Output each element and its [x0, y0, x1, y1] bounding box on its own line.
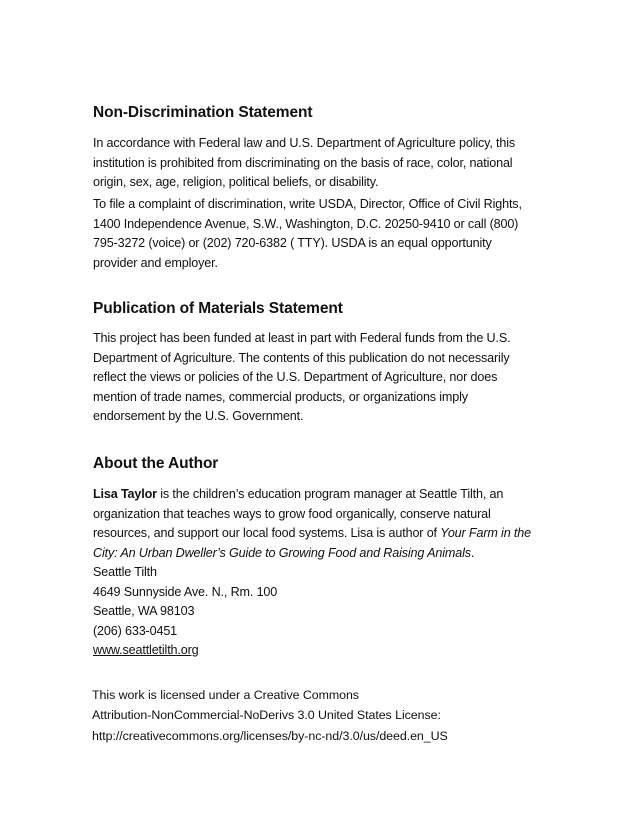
author-bio-paragraph: [93, 485, 563, 563]
non-discrimination-heading: Non-Discrimination Statement: [93, 104, 313, 121]
license-notice: [92, 685, 448, 746]
author-name: Lisa Taylor: [93, 487, 157, 501]
text-line: mention of trade names, commercial products, or organizations imply: [93, 389, 468, 404]
about-author-heading: About the Author: [93, 455, 219, 472]
text-line: Department of Agriculture. The contents of this publication do not necessarily: [93, 350, 510, 365]
author-address-block: [93, 563, 563, 661]
book-title: Your Farm in the: [440, 526, 531, 541]
text-line: origin, sex, age, religion, political beliefs, or disability.: [93, 175, 379, 190]
text-line: This project has been funded at least in part with Federal funds from the U.S.: [93, 331, 511, 345]
text-line: [93, 641, 563, 661]
book-title: City: An Urban Dweller’s Guide to Growing Food and Raising Animals: [93, 545, 471, 560]
text-line: 795-3272 (voice) or (202) 720-6382 ( TTY). USDA is an equal opportunity: [93, 236, 492, 251]
address-line: Seattle, WA 98103: [93, 604, 195, 619]
publication-paragraph: [93, 329, 563, 427]
address-line: (206) 633-0451: [93, 623, 178, 638]
license-line: Attribution-NonCommercial-NoDerivs 3.0 United States License:: [92, 708, 441, 723]
text-line: institution is prohibited from discriminating on the basis of race, color, national: [93, 155, 513, 170]
text-line: [93, 485, 563, 505]
text-line: 1400 Independence Avenue, S.W., Washington, D.C. 20250-9410 or call (800): [93, 216, 519, 231]
license-url: http://creativecommons.org/licenses/by-nc-nd/3.0/us/deed.en_US: [92, 728, 448, 743]
text-line: reflect the views or policies of the U.S. Department of Agriculture, nor does: [93, 370, 498, 385]
author-bio-text: resources, and support our local food systems. Lisa is author of: [93, 526, 441, 541]
publication-heading: Publication of Materials Statement: [93, 300, 343, 317]
license-line: This work is licensed under a Creative Commons: [92, 688, 359, 702]
non-discrimination-paragraph-1: [93, 134, 563, 193]
author-bio-text: .: [470, 545, 475, 560]
address-line: Seattle Tilth: [93, 565, 157, 579]
text-line: To file a complaint of discrimination, write USDA, Director, Office of Civil Rights,: [93, 197, 522, 211]
non-discrimination-paragraph-2: [93, 195, 563, 273]
address-line: 4649 Sunnyside Ave. N., Rm. 100: [93, 584, 278, 599]
text-line: In accordance with Federal law and U.S. Department of Agriculture policy, this: [93, 136, 516, 150]
text-line: organization that teaches ways to grow food organically, conserve natural: [93, 506, 491, 521]
text-line: endorsement by the U.S. Government.: [93, 409, 304, 424]
website-link[interactable]: www.seattletilth.org: [93, 643, 199, 658]
text-line: [93, 524, 563, 544]
text-line: provider and employer.: [93, 255, 218, 270]
author-bio-text: is the children’s education program manager at Seattle Tilth, an: [156, 487, 504, 501]
text-line: [93, 544, 563, 564]
